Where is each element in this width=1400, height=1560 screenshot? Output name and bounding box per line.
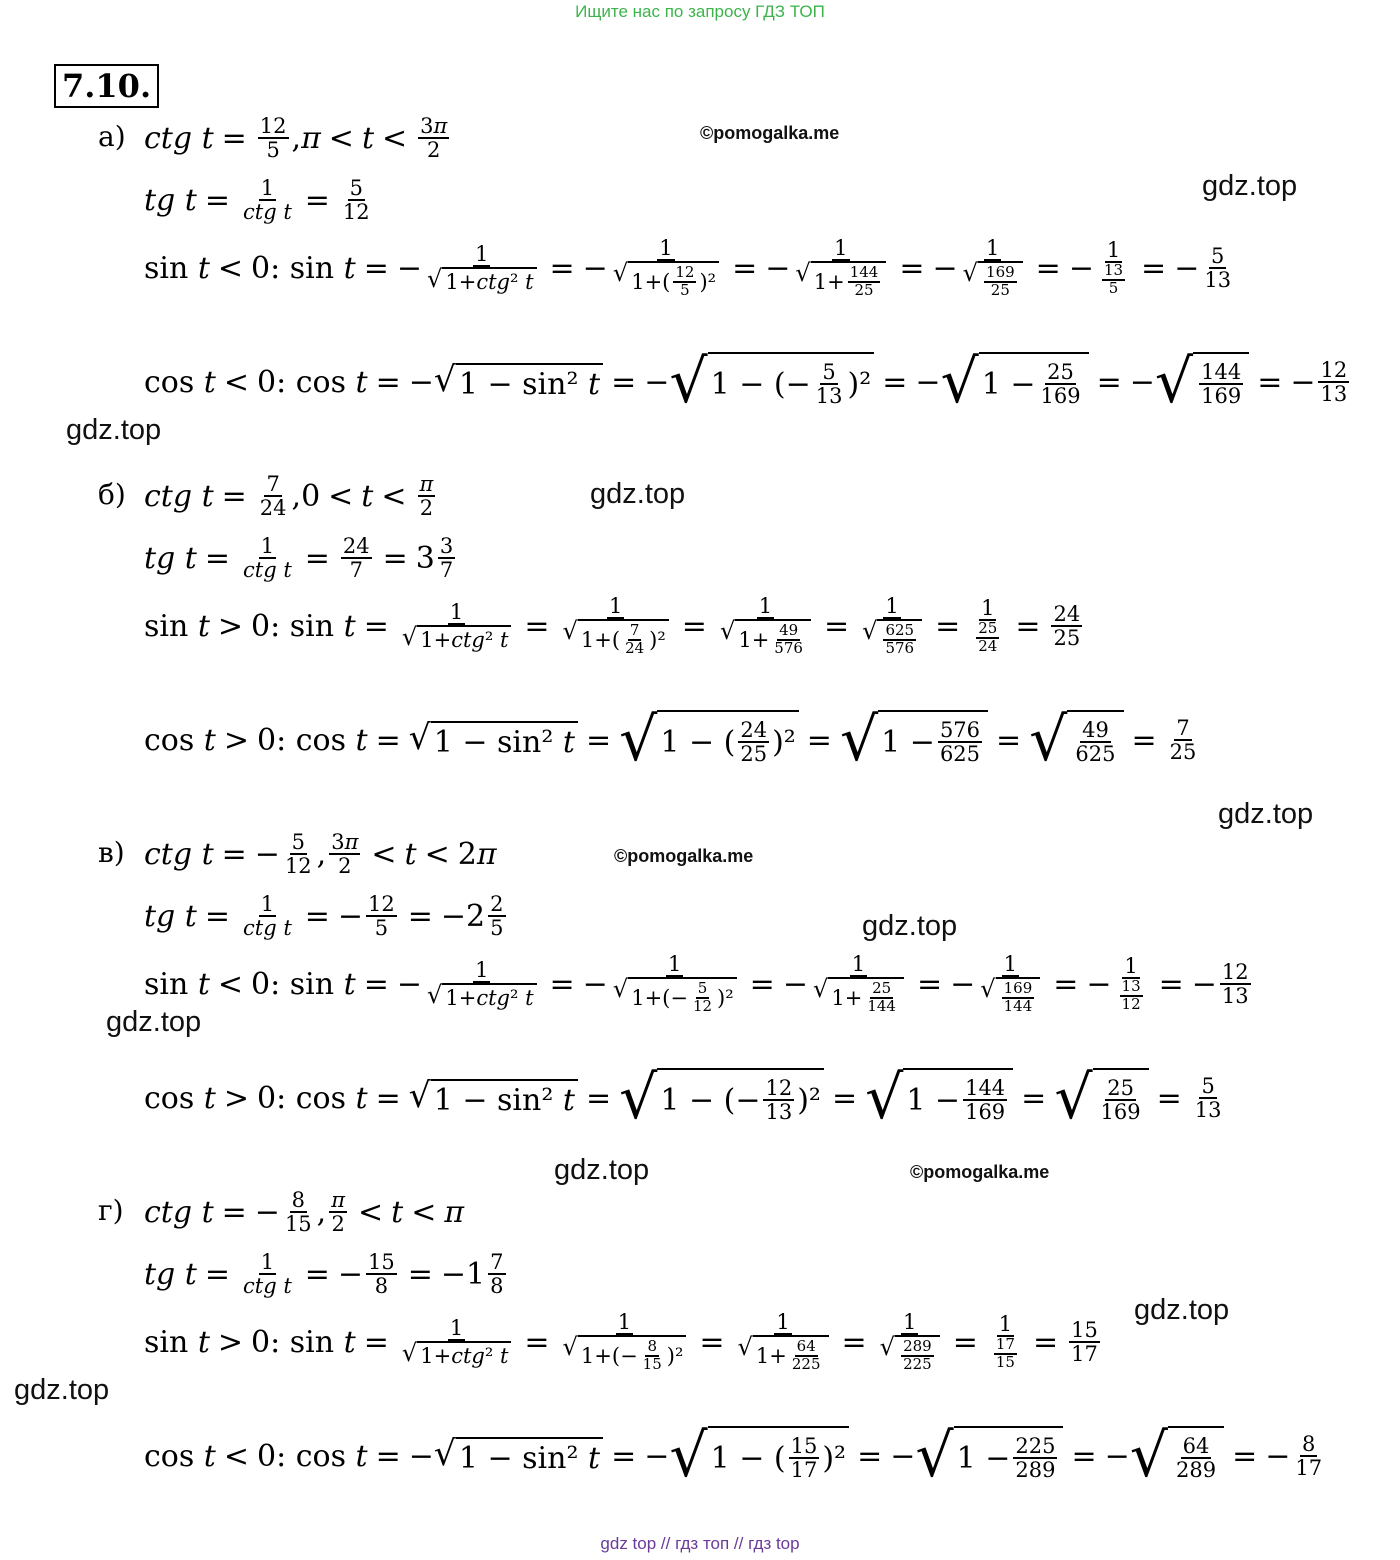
part-label: в): [98, 836, 125, 869]
gdz-watermark: gdz.top: [106, 1006, 202, 1038]
gdz-watermark: gdz.top: [1134, 1294, 1230, 1326]
copyright-watermark: ©pomogalka.me: [614, 846, 754, 866]
copyright-watermark: ©pomogalka.me: [700, 123, 840, 143]
part-label: а): [98, 120, 126, 153]
footer-links[interactable]: gdz top // гдз топ // гдз top: [600, 1534, 800, 1553]
header-banner[interactable]: Ищите нас по запросу ГДЗ ТОП: [575, 2, 825, 21]
gdz-watermark: gdz.top: [1218, 798, 1314, 830]
copyright-watermark: ©pomogalka.me: [910, 1162, 1050, 1182]
gdz-watermark: gdz.top: [862, 910, 958, 942]
gdz-watermark: gdz.top: [14, 1374, 110, 1406]
part-label: г): [98, 1194, 124, 1227]
gdz-watermark: gdz.top: [590, 478, 686, 510]
problem-number: 7.10.: [54, 64, 159, 108]
part-label: б): [98, 478, 126, 511]
gdz-watermark: gdz.top: [554, 1154, 650, 1186]
gdz-watermark: gdz.top: [1202, 170, 1298, 202]
gdz-watermark: gdz.top: [66, 414, 162, 446]
